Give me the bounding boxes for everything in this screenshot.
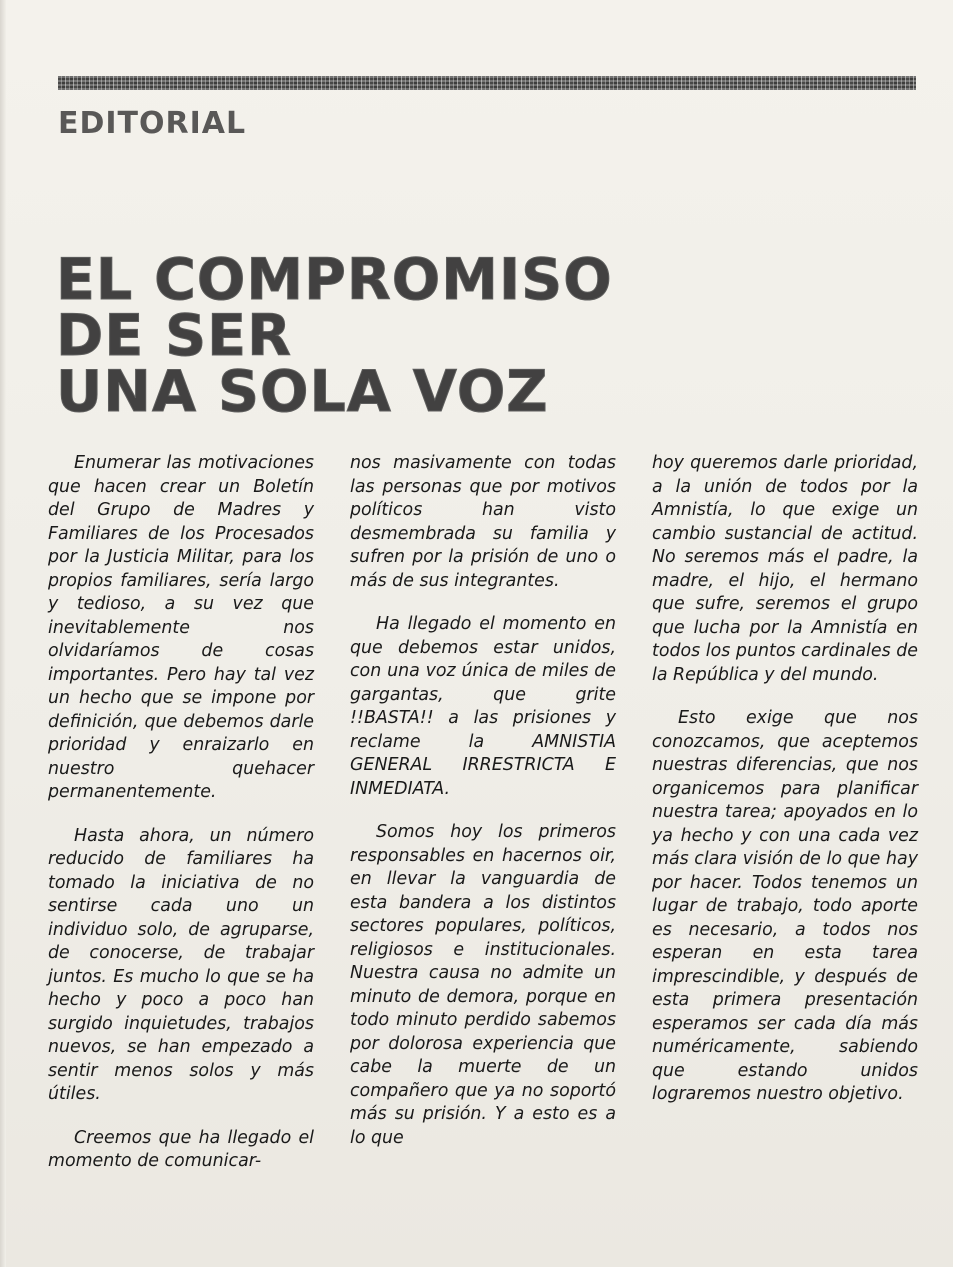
column-1 bbox=[48, 452, 314, 1172]
column-2 bbox=[350, 452, 616, 1172]
paragraph: Ha llegado el momento en que debemos estar unidos, con una voz única de miles de gargantas, que grite !!BASTA!! a las prisiones y reclame la AMNISTIA GENERAL IRRESTRICTA E INMEDIATA. bbox=[350, 614, 616, 799]
article-columns bbox=[48, 452, 918, 1172]
headline bbox=[56, 247, 676, 425]
paragraph: nos masivamente con todas las personas que por motivos políticos han visto desmembrada su familia y sufren por la prisión de uno o más de sus integrantes. bbox=[350, 453, 616, 591]
top-rule bbox=[58, 76, 916, 90]
headline-line-3: UNA SOLA VOZ bbox=[56, 359, 549, 425]
section-label: EDITORIAL bbox=[58, 106, 247, 141]
paragraph: Esto exige que nos conozcamos, que aceptemos nuestras diferencias, que nos organicemos para planificar nuestra tarea; apoyados en lo ya hecho y con una cada vez más clara visión de lo que hay por hacer. Todos tenemos un lugar de trabajo, todo aporte es necesario, a todos nos esperan en esta tarea imprescindible, y después de esta primera presentación esperamos ser cada día más numéricamente, sabiendo que estando unidos lograremos nuestro objetivo. bbox=[652, 708, 918, 1104]
headline-line-2: DE SER bbox=[56, 303, 292, 369]
column-3 bbox=[652, 452, 918, 1172]
paper-edge bbox=[0, 0, 6, 1267]
paragraph: Somos hoy los primeros responsables en hacernos oir, en llevar la vanguardia de esta bandera a los distintos sectores populares, políticos, religiosos e institucionales. Nuestra causa no admite un minuto de demora, porque en todo minuto perdido sabemos por dolorosa experiencia que cabe la muerte de un compañero que ya no soportó más su prisión. Y a esto es a lo que bbox=[350, 822, 616, 1148]
paragraph: hoy queremos darle prioridad, a la unión de todos por la Amnistía, lo que exige un cambio sustancial de actitud. No seremos más el padre, la madre, el hijo, el hermano que sufre, seremos el grupo que lucha por la Amnistía en todos los puntos cardinales de la República y del mundo. bbox=[652, 453, 918, 685]
paragraph: Enumerar las motivaciones que hacen crear un Boletín del Grupo de Madres y Familiares de los Procesados por la Justicia Militar, para los propios familiares, sería largo y tedioso, a su vez que inevitablemente nos olvidaríamos de cosas importantes. Pero hay tal vez un hecho que se impone por definición, que debemos darle prioridad y enraizarlo en nuestro quehacer permanentemente. bbox=[48, 453, 314, 802]
paragraph: Hasta ahora, un número reducido de familiares ha tomado la iniciativa de no sentirse cada uno un individuo solo, de agruparse, de conocerse, de trabajar juntos. Es mucho lo que se ha hecho y poco a poco han surgido inquietudes, trabajos nuevos, se han empezado a sentir menos solos y más útiles. bbox=[48, 825, 314, 1104]
headline-line-1: EL COMPROMISO bbox=[56, 247, 613, 313]
paragraph: Creemos que ha llegado el momento de comunicar- bbox=[48, 1127, 314, 1171]
